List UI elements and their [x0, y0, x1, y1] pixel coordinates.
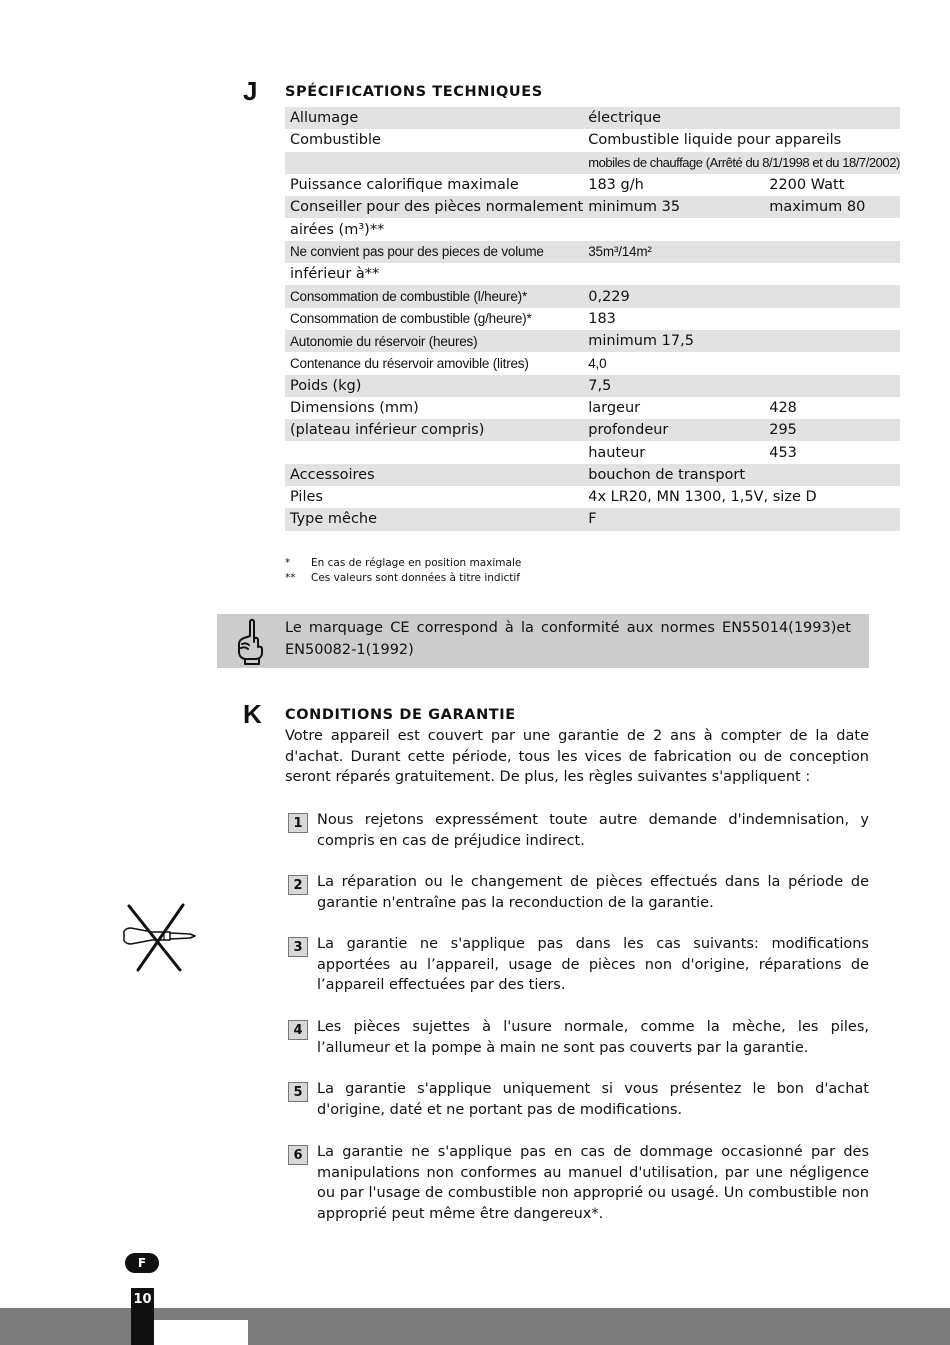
section-letter-j: J — [243, 76, 258, 106]
item-text: La garantie ne s'applique pas dans les cas suivants: modifications apportées au l’appareil, usage de pièces non d'origine, réparations de l’appareil effectuées par des tiers. — [317, 936, 869, 994]
table-row — [285, 107, 900, 129]
spec-value: bouchon de transport — [583, 464, 764, 486]
table-row — [285, 285, 900, 307]
spec-label: Combustible — [290, 132, 381, 149]
specifications-table — [285, 107, 900, 531]
spec-label: Autonomie du réservoir (heures) — [285, 330, 583, 352]
language-badge: F — [125, 1253, 159, 1273]
footnote — [285, 571, 521, 586]
spec-value-extra — [764, 508, 900, 530]
spec-label: Ne convient pas pour des pieces de volume — [285, 241, 583, 263]
item-number: 4 — [288, 1020, 308, 1040]
table-row — [285, 441, 900, 463]
spec-value-extra — [764, 330, 900, 352]
spec-value: minimum 35 — [583, 196, 764, 218]
item-text: La garantie ne s'applique pas en cas de dommage occasionné par des manipulations non conformes au manuel d'utilisation, par une négligence ou par l'usage de combustible non approprié ou usagé. Un combustible non approprié peut même être dangereux*. — [317, 1144, 869, 1223]
spec-label — [285, 441, 583, 463]
spec-value: 183 g/h — [588, 177, 644, 194]
spec-value: 183 — [588, 310, 616, 327]
table-row — [285, 263, 900, 285]
spec-value: minimum 17,5 — [583, 330, 764, 352]
table-row — [285, 486, 900, 508]
spec-label: airées (m³)** — [290, 221, 385, 238]
table-row — [285, 129, 900, 151]
spec-label: Piles — [290, 489, 323, 506]
page-number: 10 — [131, 1288, 154, 1345]
spec-value-extra — [764, 375, 900, 397]
table-row — [285, 174, 900, 196]
section-title-specifications: SPÉCIFICATIONS TECHNIQUES — [285, 84, 543, 100]
item-number: 3 — [288, 937, 308, 957]
table-row — [285, 330, 900, 352]
footnotes — [285, 556, 521, 586]
spec-value-extra — [764, 285, 900, 307]
item-number: 6 — [288, 1145, 308, 1165]
table-row — [285, 419, 900, 441]
spec-value: profondeur — [583, 419, 764, 441]
item-number: 5 — [288, 1082, 308, 1102]
spec-value-extra: maximum 80 — [764, 196, 900, 218]
item-number: 2 — [288, 875, 308, 895]
spec-label: Consommation de combustible (l/heure)* — [285, 285, 583, 307]
section-letter-k: K — [243, 699, 262, 729]
spec-value-extra — [764, 263, 900, 285]
spec-value: mobiles de chauffage (Arrêté du 8/1/1998 et du 18/7/2002) — [583, 152, 900, 174]
spec-value: hauteur — [588, 444, 646, 461]
spec-value — [583, 263, 764, 285]
spec-value-extra — [764, 218, 900, 240]
table-row — [285, 196, 900, 218]
spec-label: Poids (kg) — [285, 375, 583, 397]
spec-value: 4x LR20, MN 1300, 1,5V, size D — [588, 489, 817, 506]
spec-value: F — [583, 508, 764, 530]
spec-label: (plateau inférieur compris) — [285, 419, 583, 441]
footnote-mark: ** — [285, 572, 296, 584]
table-row — [285, 508, 900, 530]
spec-value-extra: 453 — [769, 444, 797, 461]
spec-value — [583, 218, 764, 240]
spec-label: inférieur à** — [290, 266, 380, 283]
spec-label: Dimensions (mm) — [290, 400, 419, 416]
spec-value-extra: 428 — [769, 400, 797, 416]
crossed-out-screwdriver-icon — [120, 900, 198, 974]
table-row — [285, 464, 900, 486]
table-row — [285, 152, 900, 174]
spec-value-extra: 295 — [764, 419, 900, 441]
footnote — [285, 556, 521, 571]
item-number: 1 — [288, 813, 308, 833]
item-text: Nous rejetons expressément toute autre demande d'indemnisation, y compris en cas de préjudice indirect. — [317, 812, 869, 849]
table-row — [285, 352, 900, 374]
footnote-mark: * — [285, 557, 291, 569]
spec-label: Type mêche — [285, 508, 583, 530]
spec-label: Conseiller pour des pièces normalement — [285, 196, 583, 218]
table-row — [285, 218, 900, 240]
ce-conformity-text: Le marquage CE correspond à la conformité aux normes EN55014(1993)et EN50082-1(1992) — [285, 620, 851, 658]
warranty-intro: Votre appareil est couvert par une garantie de 2 ans à compter de la date d'achat. Durant cette période, tous les vices de fabrication ou de conception seront réparés gratuitement. De plus, les règles suivantes s'appliquent : — [285, 728, 869, 786]
footnote-text: En cas de réglage en position maximale — [311, 557, 522, 569]
item-text: Les pièces sujettes à l'usure normale, comme la mèche, les piles, l’allumeur et la pompe à main ne sont pas couverts par la garantie. — [317, 1019, 869, 1056]
spec-label: Accessoires — [285, 464, 583, 486]
footnote-text: Ces valeurs sont données à titre indictif — [311, 572, 521, 584]
spec-value-extra — [764, 241, 900, 263]
spec-value: Combustible liquide pour appareils — [588, 132, 842, 149]
spec-label — [285, 152, 583, 174]
spec-value-extra — [764, 352, 900, 374]
spec-value: largeur — [588, 400, 641, 416]
footer-block — [154, 1320, 248, 1345]
spec-label: Consommation de combustible (g/heure)* — [290, 311, 532, 327]
spec-value-extra — [764, 308, 900, 330]
table-row — [285, 308, 900, 330]
item-text: La garantie s'applique uniquement si vous présentez le bon d'achat d'origine, daté et ne portant pas de modifications. — [317, 1081, 869, 1118]
table-row — [285, 375, 900, 397]
pointing-hand-icon — [233, 618, 265, 666]
item-text: La réparation ou le changement de pièces effectués dans la période de garantie n'entraîne pas la reconduction de la garantie. — [317, 874, 869, 911]
spec-value-extra: 2200 Watt — [769, 177, 845, 194]
spec-label: Puissance calorifique maximale — [290, 177, 519, 194]
spec-value: électrique — [583, 107, 764, 129]
spec-label: Allumage — [285, 107, 583, 129]
spec-value: 0,229 — [583, 285, 764, 307]
table-row — [285, 241, 900, 263]
section-title-warranty: CONDITIONS DE GARANTIE — [285, 707, 516, 723]
spec-value-extra — [764, 464, 900, 486]
ce-conformity-note — [217, 614, 869, 668]
spec-value: 35m³/14m² — [583, 241, 764, 263]
spec-value-extra — [764, 107, 900, 129]
spec-value: 7,5 — [583, 375, 764, 397]
spec-value: 4,0 — [588, 355, 607, 371]
table-row — [285, 397, 900, 419]
spec-label: Contenance du réservoir amovible (litres) — [290, 355, 529, 371]
